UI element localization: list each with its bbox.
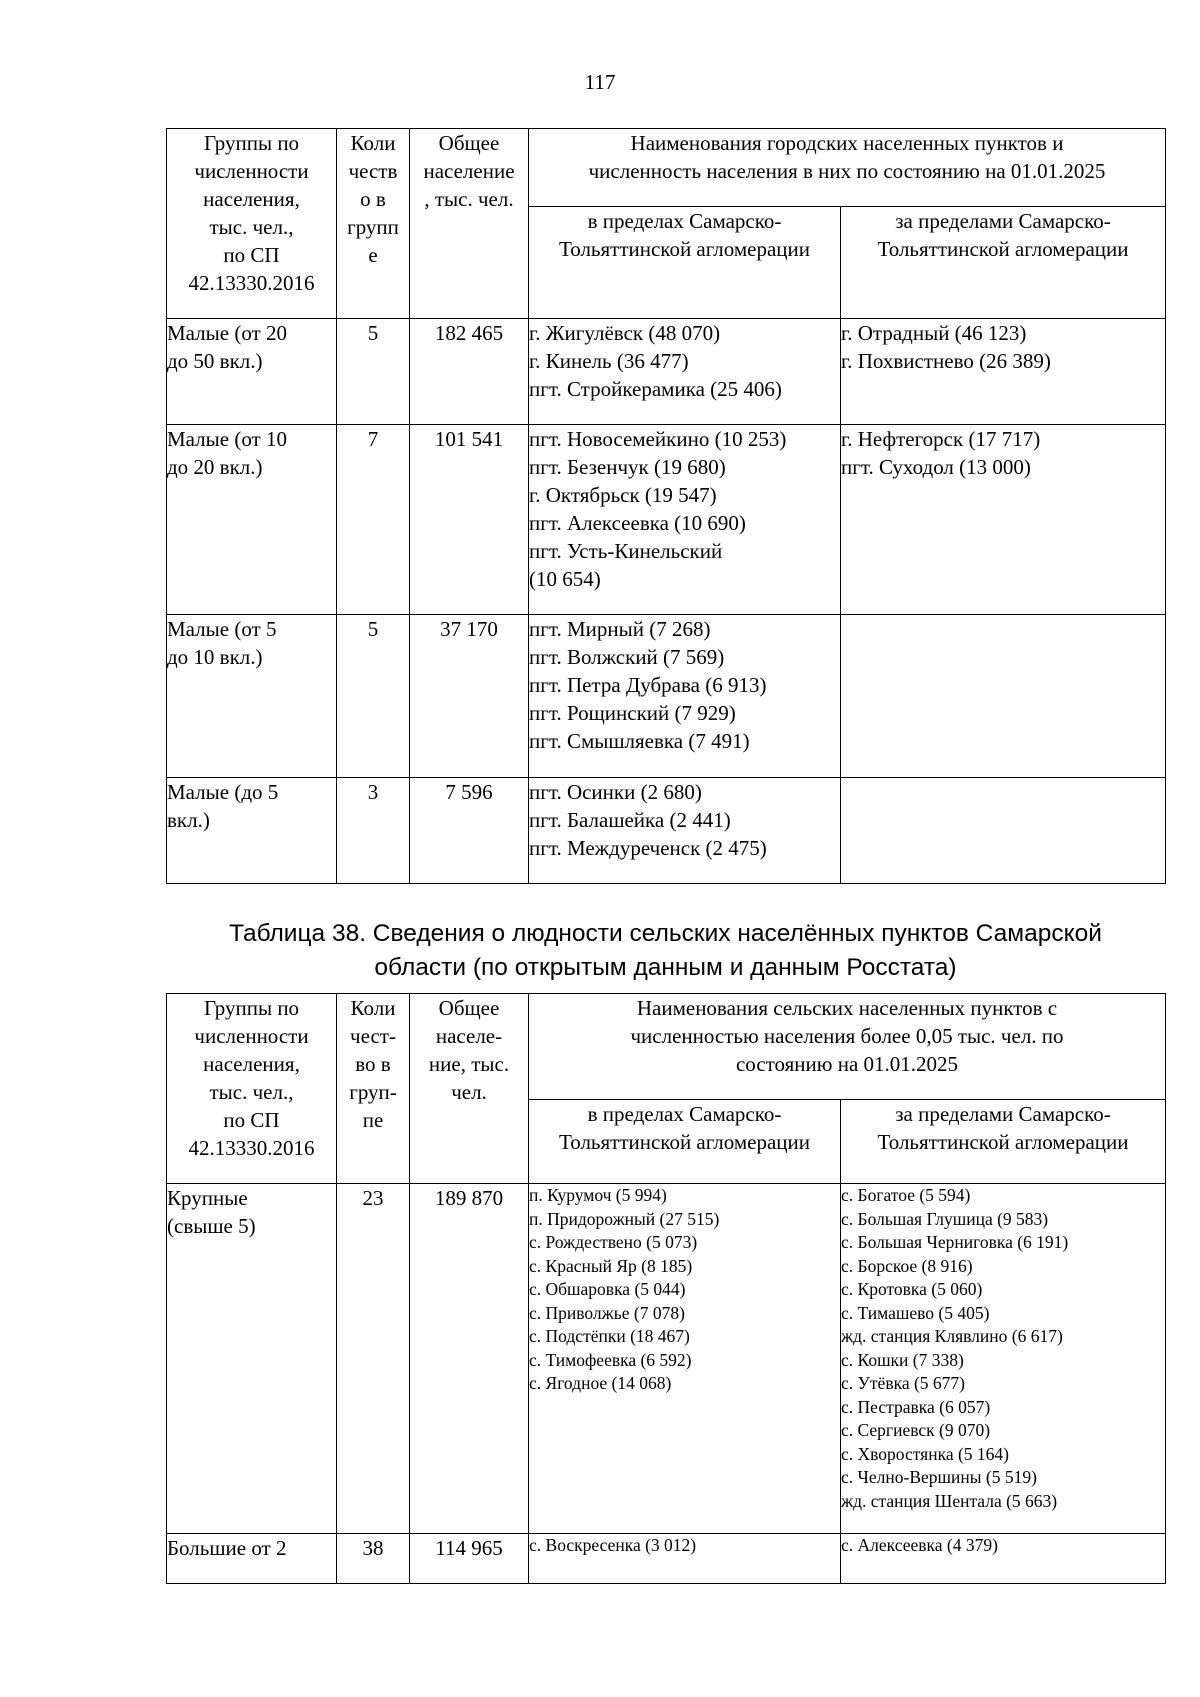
outside-cell: с. Богатое (5 594) с. Большая Глушица (9 583) с. Большая Черниговка (6 191) с. Борское (8 916) с. Кротовка (5 060) с. Тимашево (5 405) жд. станция Клявлино (6 617) с. Кошки (7 338) с. Утёвка (5 677) с. Пестравка (6 057) с. Сергиевск (9 070) с. Хворостянка (5 164) с. Челно-Вершины (5 519) жд. станция Шентала (5 663) (841, 1184, 1166, 1534)
header-inside: в пределах Самарско- Тольяттинской агломерации (529, 207, 841, 319)
inside-cell: пгт. Осинки (2 680) пгт. Балашейка (2 441) пгт. Междуреченск (2 475) (529, 778, 841, 884)
group-cell: Малые (от 5 до 10 вкл.) (167, 615, 337, 778)
table-row (167, 425, 1166, 615)
group-cell: Малые (от 10 до 20 вкл.) (167, 425, 337, 615)
count-cell: 3 (337, 778, 410, 884)
header-inside: в пределах Самарско- Тольяттинской агломерации (529, 1100, 841, 1184)
group-cell: Крупные (свыше 5) (167, 1184, 337, 1534)
count-cell: 23 (337, 1184, 410, 1534)
header-names: Наименования городских населенных пунктов и численность населения в них по состоянию на 01.01.2025 (529, 129, 1166, 207)
header-count: Коли честв о в групп е (337, 129, 410, 319)
header-outside: за пределами Самарско- Тольяттинской агломерации (841, 1100, 1166, 1184)
count-cell: 38 (337, 1534, 410, 1584)
table-row (167, 615, 1166, 778)
page-number: 117 (584, 70, 616, 94)
outside-cell (841, 615, 1166, 778)
group-cell: Большие от 2 (167, 1534, 337, 1584)
header-names: Наименования сельских населенных пунктов с численностью населения более 0,05 тыс. чел. по состоянию на 01.01.2025 (529, 994, 1166, 1100)
header-population: Общее население , тыс. чел. (410, 129, 529, 319)
inside-cell: пгт. Мирный (7 268) пгт. Волжский (7 569) пгт. Петра Дубрава (6 913) пгт. Рощинский (7 929) пгт. Смышляевка (7 491) (529, 615, 841, 778)
header-population: Общее населе- ние, тыс. чел. (410, 994, 529, 1184)
group-cell: Малые (от 20 до 50 вкл.) (167, 319, 337, 425)
outside-cell (841, 778, 1166, 884)
population-cell: 7 596 (410, 778, 529, 884)
header-outside: за пределами Самарско- Тольяттинской агломерации (841, 207, 1166, 319)
inside-cell: г. Жигулёвск (48 070) г. Кинель (36 477) пгт. Стройкерамика (25 406) (529, 319, 841, 425)
inside-cell: с. Воскресенка (3 012) (529, 1534, 841, 1584)
table-caption: Таблица 38. Сведения о людности сельских населённых пунктов Самарской области (по открытым данным и данным Росстата) (229, 920, 1102, 981)
table-row (167, 1534, 1166, 1584)
outside-cell: г. Отрадный (46 123) г. Похвистнево (26 389) (841, 319, 1166, 425)
header-group: Группы по численности населения, тыс. чел., по СП 42.13330.2016 (167, 129, 337, 319)
header-count: Коли чест- во в груп- пе (337, 994, 410, 1184)
table-row (167, 778, 1166, 884)
outside-cell: с. Алексеевка (4 379) (841, 1534, 1166, 1584)
population-cell: 114 965 (410, 1534, 529, 1584)
population-cell: 101 541 (410, 425, 529, 615)
population-cell: 37 170 (410, 615, 529, 778)
table-row (167, 319, 1166, 425)
population-cell: 189 870 (410, 1184, 529, 1534)
count-cell: 7 (337, 425, 410, 615)
urban-settlements-table (166, 128, 1166, 884)
table-row (167, 1184, 1166, 1534)
header-group: Группы по численности населения, тыс. чел., по СП 42.13330.2016 (167, 994, 337, 1184)
count-cell: 5 (337, 615, 410, 778)
inside-cell: п. Курумоч (5 994) п. Придорожный (27 515) с. Рождествено (5 073) с. Красный Яр (8 185) с. Обшаровка (5 044) с. Приволжье (7 078) с. Подстёпки (18 467) с. Тимофеевка (6 592) с. Ягодное (14 068) (529, 1184, 841, 1534)
rural-settlements-table (166, 993, 1166, 1584)
population-cell: 182 465 (410, 319, 529, 425)
count-cell: 5 (337, 319, 410, 425)
group-cell: Малые (до 5 вкл.) (167, 778, 337, 884)
inside-cell: пгт. Новосемейкино (10 253) пгт. Безенчук (19 680) г. Октябрьск (19 547) пгт. Алексеевка (10 690) пгт. Усть-Кинельский (10 654) (529, 425, 841, 615)
outside-cell: г. Нефтегорск (17 717) пгт. Суходол (13 000) (841, 425, 1166, 615)
